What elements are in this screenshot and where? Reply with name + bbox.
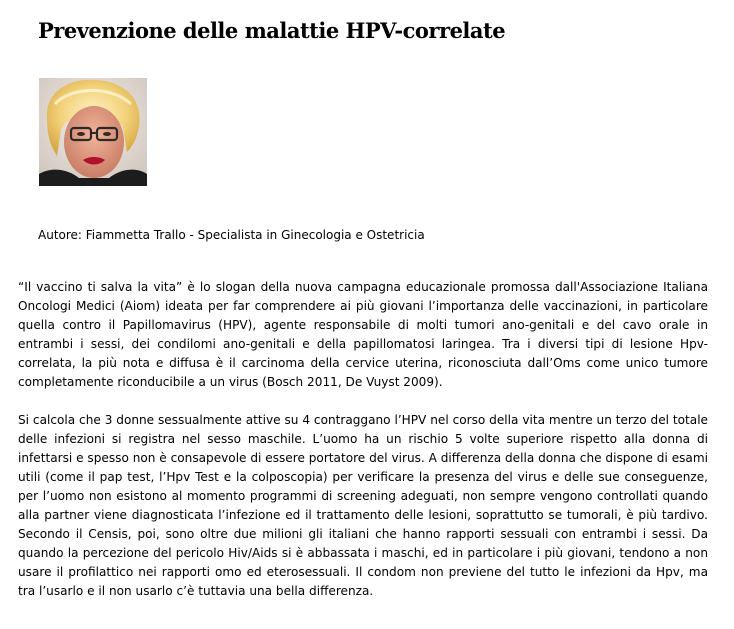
author-photo bbox=[39, 78, 147, 186]
article-body bbox=[18, 278, 708, 620]
author-line: Autore: Fiammetta Trallo - Specialista in Ginecologia e Ostetricia bbox=[38, 228, 425, 242]
author-portrait-icon bbox=[39, 78, 147, 186]
article-paragraph: “Il vaccino ti salva la vita” è lo slogan della nuova campagna educazionale promossa dall'Associazione Italiana Oncologi Medici (Aiom) ideata per far comprendere ai più giovani l’importanza delle vaccinazioni, in particolare quella contro il Papillomavirus (HPV), agente responsabile di molti tumori ano-genitali e del cavo orale in entrambi i sessi, dei condilomi ano-genitali e della papillomatosi laringea. Tra i diversi tipi di lesione Hpv-correlata, la più nota e diffusa è il carcinoma della cervice uterina, riconosciuta dall’Oms come unico tumore completamente riconducibile a un virus (Bosch 2011, De Vuyst 2009). bbox=[18, 280, 708, 389]
article-paragraph: Si calcola che 3 donne sessualmente attive su 4 contraggano l’HPV nel corso della vita mentre un terzo del totale delle infezioni si registra nel sesso maschile. L’uomo ha un rischio 5 volte superiore rispetto alla donna di infettarsi e spesso non è consapevole di essere portatore del virus. A differenza della donna che dispone di esami utili (come il pap test, l’Hpv Test e la colposcopia) per verificare la presenza del virus e delle sue conseguenze, per l’uomo non esistono al momento programmi di screening adeguati, non sempre vengono controllati quando alla partner viene diagnosticata l’infezione ed il trattamento delle lesioni, soprattutto se tumorali, è più tardivo. Secondo il Censis, poi, sono oltre due milioni gli italiani che hanno rapporti sessuali con entrambi i sessi. Da quando la percezione del pericolo Hiv/Aids si è abbassata i maschi, ed in particolare i più giovani, tendono a non usare il profilattico nei rapporti omo ed eterosessuali. Il condom non previene del tutto le infezioni da Hpv, ma tra l’usarlo e il non usarlo c’è tuttavia una bella differenza. bbox=[18, 413, 708, 598]
page-title: Prevenzione delle malattie HPV-correlate bbox=[38, 18, 506, 43]
